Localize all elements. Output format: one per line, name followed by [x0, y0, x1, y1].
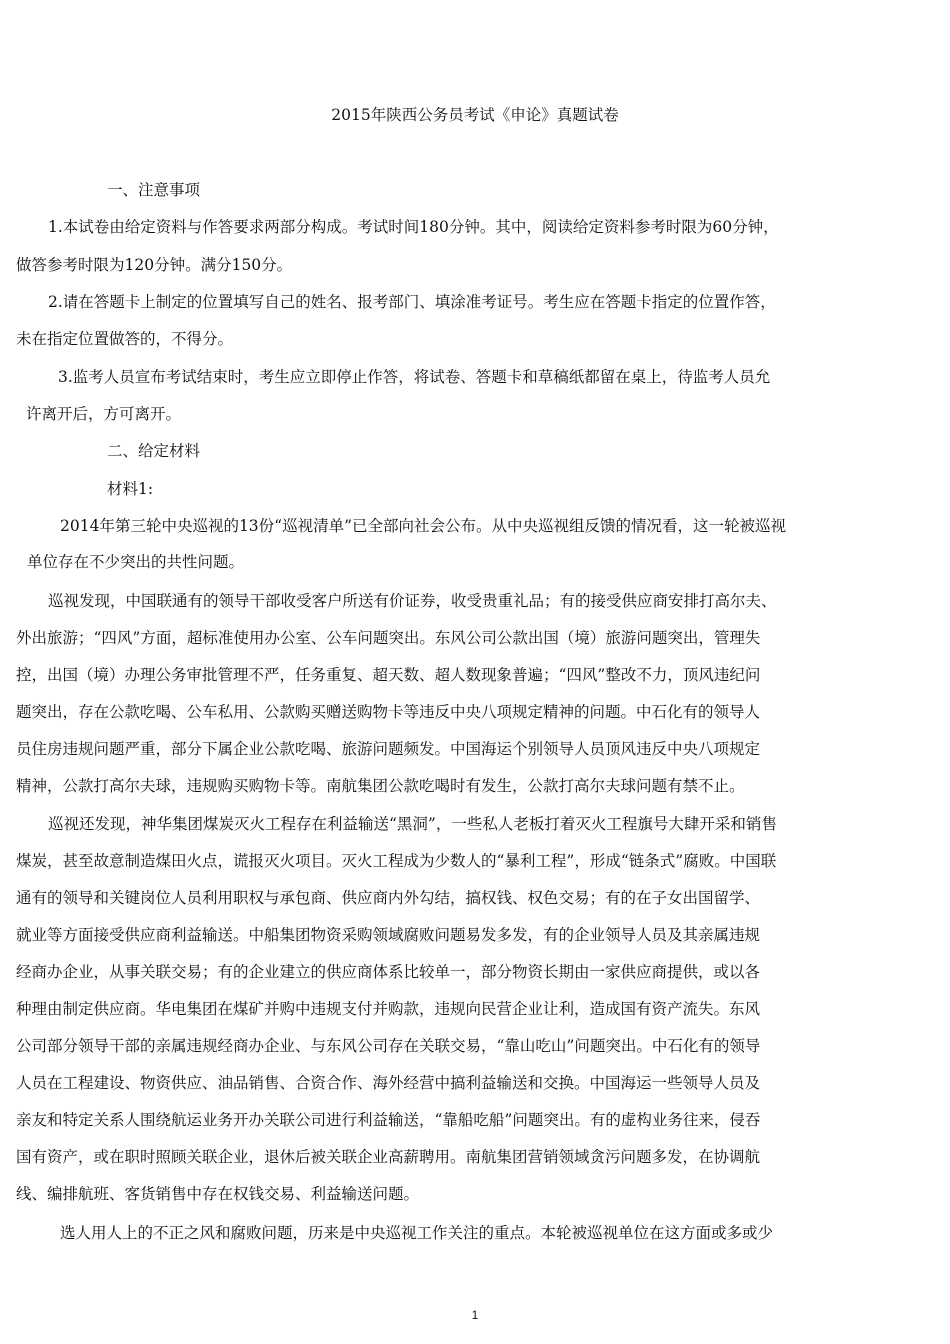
paragraph-3-line-2: 煤炭，甚至故意制造煤田火点，谎报灭火项目。灭火工程成为少数人的“暴利工程”，形成“链条式”腐败。中国联 — [16, 852, 777, 870]
instruction-1-line-1: 1.本试卷由给定资料与作答要求两部分构成。考试时间180分钟。其中，阅读给定资料参考时限为60分钟， — [48, 218, 779, 236]
instruction-3-line-1: 3.监考人员宣布考试结束时，考生应立即停止作答，将试卷、答题卡和草稿纸都留在桌上，待监考人员允 — [58, 368, 771, 386]
paragraph-2-line-6: 精神，公款打高尔夫球，违规购买购物卡等。南航集团公款吃喝时有发生，公款打高尔夫球问题有禁不止。 — [16, 777, 745, 795]
paragraph-3-line-10: 国有资产，或在职时照顾关联企业，退休后被关联企业高薪聘用。南航集团营销领域贪污问题多发，在协调航 — [16, 1148, 761, 1166]
paragraph-4-line-1: 选人用人上的不正之风和腐败问题，历来是中央巡视工作关注的重点。本轮被巡视单位在这方面或多或少 — [60, 1224, 774, 1242]
paragraph-3-line-1: 巡视还发现，神华集团煤炭灭火工程存在利益输送“黑洞”，一些私人老板打着灭火工程旗号大肆开采和销售 — [48, 815, 777, 833]
section-heading-materials: 二、给定材料 — [107, 442, 201, 460]
paragraph-3-line-9: 亲友和特定关系人围绕航运业务开办关联公司进行利益输送，“靠船吃船”问题突出。有的虚构业务往来，侵吞 — [16, 1111, 761, 1129]
paragraph-2-line-3: 控，出国（境）办理公务审批管理不严，任务重复、超天数、超人数现象普遍；“四风”整改不力，顶风违纪问 — [16, 666, 761, 684]
material-label: 材料1: — [107, 480, 154, 498]
paragraph-3-line-4: 就业等方面接受供应商利益输送。中船集团物资采购领域腐败问题易发多发，有的企业领导人员及其亲属违规 — [16, 926, 761, 944]
paragraph-3-line-11: 线、编排航班、客货销售中存在权钱交易、利益输送问题。 — [16, 1185, 420, 1203]
instruction-2-line-1: 2.请在答题卡上制定的位置填写自己的姓名、报考部门、填涂准考证号。考生应在答题卡指定的位置作答， — [48, 293, 776, 311]
paragraph-1-line-1: 2014年第三轮中央巡视的13份“巡视清单”已全部向社会公布。从中央巡视组反馈的情况看，这一轮被巡视 — [60, 517, 787, 535]
paragraph-3-line-6: 种理由制定供应商。华电集团在煤矿并购中违规支付并购款，违规向民营企业让利，造成国有资产流失。东风 — [16, 1000, 761, 1018]
paragraph-3-line-8: 人员在工程建设、物资供应、油品销售、合资合作、海外经营中搞利益输送和交换。中国海运一些领导人员及 — [16, 1074, 761, 1092]
document-title: 2015年陕西公务员考试《申论》真题试卷 — [331, 106, 619, 124]
instruction-1-line-2: 做答参考时限为120分钟。满分150分。 — [16, 256, 293, 274]
paragraph-3-line-3: 通有的领导和关键岗位人员利用职权与承包商、供应商内外勾结，搞权钱、权色交易；有的在子女出国留学、 — [16, 889, 761, 907]
paragraph-3-line-7: 公司部分领导干部的亲属违规经商办企业、与东风公司存在关联交易，“靠山吃山”问题突出。中石化有的领导 — [16, 1037, 761, 1055]
page-number: 1 — [471, 1308, 479, 1322]
paragraph-2-line-1: 巡视发现，中国联通有的领导干部收受客户所送有价证券，收受贵重礼品；有的接受供应商安排打高尔夫、 — [48, 592, 777, 610]
paragraph-3-line-5: 经商办企业，从事关联交易；有的企业建立的供应商体系比较单一，部分物资长期由一家供应商提供，或以各 — [16, 963, 761, 981]
instruction-2-line-2: 未在指定位置做答的，不得分。 — [16, 330, 234, 348]
paragraph-2-line-5: 员住房违规问题严重，部分下属企业公款吃喝、旅游问题频发。中国海运个别领导人员顶风违反中央八项规定 — [16, 740, 761, 758]
paragraph-1-line-2: 单位存在不少突出的共性问题。 — [27, 553, 245, 571]
paragraph-2-line-2: 外出旅游；“四风”方面，超标准使用办公室、公车问题突出。东风公司公款出国（境）旅游问题突出，管理失 — [16, 629, 761, 647]
paragraph-2-line-4: 题突出，存在公款吃喝、公车私用、公款购买赠送购物卡等违反中央八项规定精神的问题。中石化有的领导人 — [16, 703, 761, 721]
section-heading-notes: 一、注意事项 — [107, 181, 201, 199]
instruction-3-line-2: 许离开后，方可离开。 — [26, 405, 182, 423]
